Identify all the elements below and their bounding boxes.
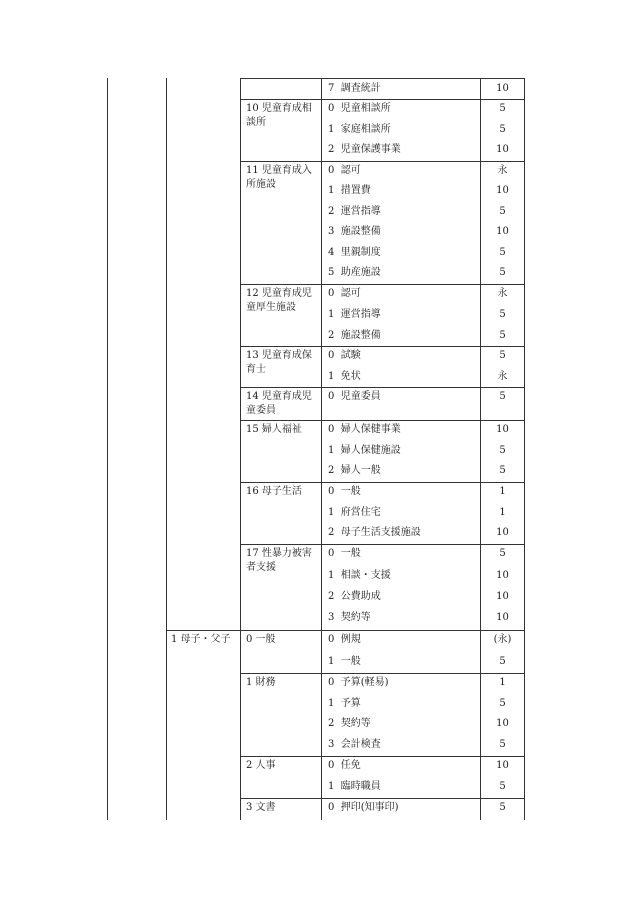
retention-period: 5 bbox=[499, 330, 506, 341]
sub-category: 1 臨時職員 bbox=[328, 781, 381, 792]
table-column-divider bbox=[321, 78, 322, 820]
mid-category: 15 婦人福祉 bbox=[246, 424, 302, 435]
retention-period: 5 bbox=[499, 391, 506, 402]
retention-period: 永 bbox=[497, 288, 508, 299]
retention-period: 10 bbox=[496, 83, 509, 94]
sub-category: 0 予算(軽易) bbox=[328, 677, 389, 688]
retention-period: 5 bbox=[499, 656, 506, 667]
sub-category: 2 児童保護事業 bbox=[328, 144, 401, 155]
sub-category: 2 公費助成 bbox=[328, 591, 381, 602]
sub-category: 0 婦人保健事業 bbox=[328, 424, 401, 435]
table-border-left bbox=[107, 78, 108, 820]
sub-category: 1 府営住宅 bbox=[328, 507, 381, 518]
retention-period: 10 bbox=[496, 185, 509, 196]
retention-period: 5 bbox=[499, 247, 506, 258]
mid-category: 1 財務 bbox=[246, 677, 276, 688]
retention-period: 永 bbox=[497, 165, 508, 176]
sub-category: 3 施設整備 bbox=[328, 226, 381, 237]
retention-period: 1 bbox=[499, 486, 506, 497]
retention-period: 10 bbox=[496, 591, 509, 602]
sub-category: 0 児童委員 bbox=[328, 391, 381, 402]
sub-category: 0 任免 bbox=[328, 760, 361, 771]
sub-category: 1 措置費 bbox=[328, 185, 371, 196]
mid-category: 3 文書 bbox=[246, 802, 276, 813]
sub-category: 0 認可 bbox=[328, 288, 361, 299]
sub-category: 2 施設整備 bbox=[328, 330, 381, 341]
retention-period: 5 bbox=[499, 124, 506, 135]
sub-category: 1 免状 bbox=[328, 371, 361, 382]
mid-category: 14 児童育成児童委員 bbox=[246, 391, 312, 416]
sub-category: 0 試験 bbox=[328, 350, 361, 361]
mid-category: 10 児童育成相談所 bbox=[246, 103, 312, 128]
retention-period: 10 bbox=[496, 718, 509, 729]
mid-category: 11 児童育成入所施設 bbox=[246, 165, 312, 190]
sub-category: 0 一般 bbox=[328, 486, 361, 497]
mid-category: 2 人事 bbox=[246, 760, 276, 771]
sub-category: 3 会計検査 bbox=[328, 739, 381, 750]
mid-category: 13 児童育成保育士 bbox=[246, 350, 312, 375]
retention-period: 10 bbox=[496, 226, 509, 237]
retention-period: 5 bbox=[499, 206, 506, 217]
retention-period: 5 bbox=[499, 350, 506, 361]
sub-category: 1 婦人保健施設 bbox=[328, 445, 401, 456]
sub-category: 0 一般 bbox=[328, 548, 361, 559]
retention-period: 5 bbox=[499, 739, 506, 750]
sub-category: 2 婦人一般 bbox=[328, 465, 381, 476]
retention-period: 10 bbox=[496, 527, 509, 538]
retention-period: 1 bbox=[499, 507, 506, 518]
retention-period: 5 bbox=[499, 698, 506, 709]
sub-category: 7 調査統計 bbox=[328, 83, 381, 94]
sub-category: 0 児童相談所 bbox=[328, 103, 391, 114]
sub-category: 1 家庭相談所 bbox=[328, 124, 391, 135]
retention-period: 10 bbox=[496, 760, 509, 771]
retention-period: 5 bbox=[499, 103, 506, 114]
sub-category: 2 母子生活支援施設 bbox=[328, 527, 421, 538]
major-category: 1 母子・父子 bbox=[171, 634, 231, 645]
retention-period: 5 bbox=[499, 309, 506, 320]
sub-category: 0 認可 bbox=[328, 165, 361, 176]
retention-period: 10 bbox=[496, 424, 509, 435]
mid-category: 0 一般 bbox=[246, 634, 276, 645]
retention-period: 永 bbox=[497, 371, 508, 382]
retention-period: 10 bbox=[496, 144, 509, 155]
sub-category: 1 運営指導 bbox=[328, 309, 381, 320]
retention-period: 1 bbox=[499, 677, 506, 688]
sub-category: 2 運営指導 bbox=[328, 206, 381, 217]
table-column-divider bbox=[240, 78, 241, 820]
retention-period: (永) bbox=[493, 634, 512, 645]
sub-category: 1 一般 bbox=[328, 656, 361, 667]
mid-category: 12 児童育成児童厚生施設 bbox=[246, 288, 312, 313]
sub-category: 3 契約等 bbox=[328, 612, 371, 623]
retention-period: 5 bbox=[499, 781, 506, 792]
sub-category: 4 里親制度 bbox=[328, 247, 381, 258]
retention-period: 5 bbox=[499, 267, 506, 278]
sub-category: 0 押印(知事印) bbox=[328, 802, 399, 813]
retention-period: 10 bbox=[496, 570, 509, 581]
mid-category: 16 母子生活 bbox=[246, 486, 302, 497]
table-column-divider bbox=[166, 78, 167, 820]
sub-category: 1 予算 bbox=[328, 698, 361, 709]
retention-period: 5 bbox=[499, 548, 506, 559]
sub-category: 0 例規 bbox=[328, 634, 361, 645]
sub-category: 2 契約等 bbox=[328, 718, 371, 729]
retention-period: 5 bbox=[499, 445, 506, 456]
sub-category: 1 相談・支援 bbox=[328, 570, 391, 581]
sub-category: 5 助産施設 bbox=[328, 267, 381, 278]
retention-period: 5 bbox=[499, 802, 506, 813]
retention-period: 10 bbox=[496, 612, 509, 623]
mid-category: 17 性暴力被害者支援 bbox=[246, 548, 312, 573]
table-border-right bbox=[524, 78, 525, 820]
retention-period: 5 bbox=[499, 465, 506, 476]
